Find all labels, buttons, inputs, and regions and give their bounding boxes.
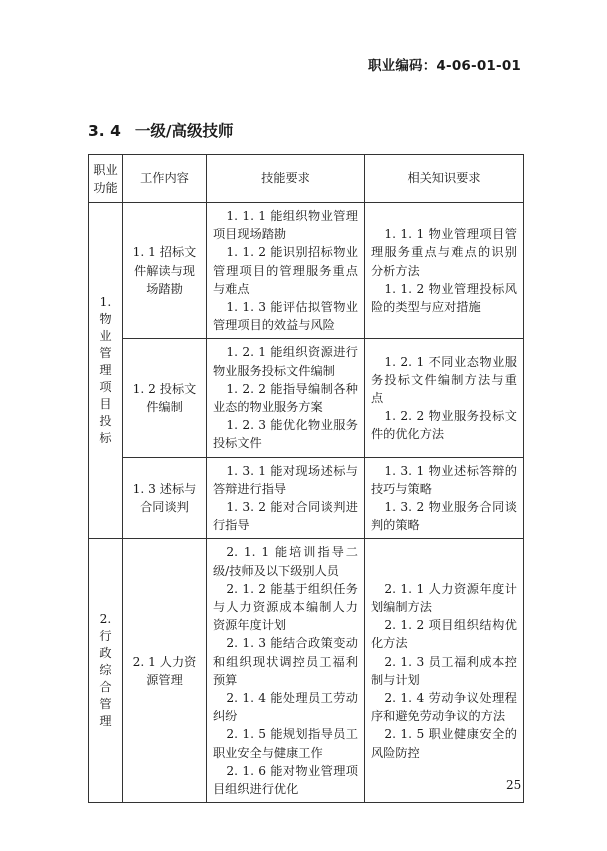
skill-item: 1. 2. 3 能优化物业服务投标文件 — [213, 418, 358, 451]
skill-item: 1. 2. 1 能组织资源进行物业服务投标文件编制 — [213, 345, 358, 378]
knowledge-cell — [365, 203, 524, 339]
skill-item: 2. 1. 1 能培训指导二级/技师及以下级别人员 — [213, 545, 358, 578]
knowledge-cell — [365, 339, 524, 457]
skills-cell — [207, 539, 365, 803]
function-cell: 2. 行政综合管理 — [89, 539, 123, 803]
section-heading — [88, 119, 234, 141]
knowledge-item: 1. 3. 1 物业述标答辩的技巧与策略 — [371, 463, 517, 496]
knowledge-cell — [365, 539, 524, 803]
knowledge-item: 2. 1. 4 劳动争议处理程序和避免劳动争议的方法 — [371, 691, 517, 724]
skill-item: 2. 1. 5 能规划指导员工职业安全与健康工作 — [213, 727, 358, 760]
skills-table — [88, 154, 524, 803]
skill-item: 2. 1. 4 能处理员工劳动纠纷 — [213, 691, 358, 724]
skill-item: 1. 3. 2 能对合同谈判进行指导 — [213, 500, 358, 533]
content-cell: 1. 1 招标文件解读与现场踏勘 — [123, 203, 207, 339]
knowledge-item: 1. 2. 1 不同业态物业服务投标文件编制方法与重点 — [371, 354, 517, 405]
table-header-row — [89, 155, 524, 203]
skill-item: 1. 1. 3 能评估拟管物业管理项目的效益与风险 — [213, 300, 358, 333]
skill-item: 2. 1. 2 能基于组织任务与人力资源成本编制人力资源年度计划 — [213, 581, 358, 633]
knowledge-item: 2. 1. 1 人力资源年度计划编制方法 — [371, 581, 517, 615]
skill-item: 1. 1. 1 能组织物业管理项目现场踏勘 — [213, 209, 358, 242]
skill-item: 2. 1. 3 能结合政策变动和组织现状调控员工福利预算 — [213, 636, 358, 687]
skill-item: 1. 2. 2 能指导编制各种业态的物业服务方案 — [213, 381, 358, 415]
section-number: 3. 4 — [88, 122, 121, 140]
knowledge-item: 1. 1. 2 物业管理投标风险的类型与应对措施 — [371, 281, 517, 315]
function-cell: 1. 物业管理项目投标 — [89, 203, 123, 539]
page-number: 25 — [506, 778, 522, 792]
skill-item: 1. 3. 1 能对现场述标与答辩进行指导 — [213, 463, 358, 496]
skills-cell — [207, 203, 365, 339]
content-cell: 1. 2 投标文件编制 — [123, 339, 207, 457]
section-title: 一级/高级技师 — [134, 122, 234, 140]
table-row — [89, 457, 524, 539]
knowledge-item: 2. 1. 2 项目组织结构优化方法 — [371, 618, 517, 651]
knowledge-item: 2. 1. 3 员工福利成本控制与计划 — [371, 654, 517, 687]
skills-cell — [207, 339, 365, 457]
content-cell: 2. 1 人力资源管理 — [123, 539, 207, 803]
job-code: 职业编码：4-06-01-01 — [367, 58, 521, 74]
skill-item: 1. 1. 2 能识别招标物业管理项目的管理服务重点与难点 — [213, 245, 358, 296]
content-cell: 1. 3 述标与合同谈判 — [123, 457, 207, 539]
header-content: 工作内容 — [123, 155, 207, 203]
header-knowledge: 相关知识要求 — [365, 155, 524, 203]
knowledge-item: 2. 1. 5 职业健康安全的风险防控 — [371, 727, 517, 760]
header-skills: 技能要求 — [207, 155, 365, 203]
table-row — [89, 203, 524, 339]
knowledge-cell — [365, 457, 524, 539]
skills-cell — [207, 457, 365, 539]
table-row — [89, 539, 524, 803]
knowledge-item: 1. 2. 2 物业服务投标文件的优化方法 — [371, 409, 517, 442]
knowledge-item: 1. 1. 1 物业管理项目管理服务重点与难点的识别分析方法 — [371, 227, 517, 278]
table-row — [89, 339, 524, 457]
header-function: 职业功能 — [89, 155, 123, 203]
skill-item: 2. 1. 6 能对物业管理项目组织进行优化 — [213, 763, 358, 797]
knowledge-item: 1. 3. 2 物业服务合同谈判的策略 — [371, 500, 517, 533]
